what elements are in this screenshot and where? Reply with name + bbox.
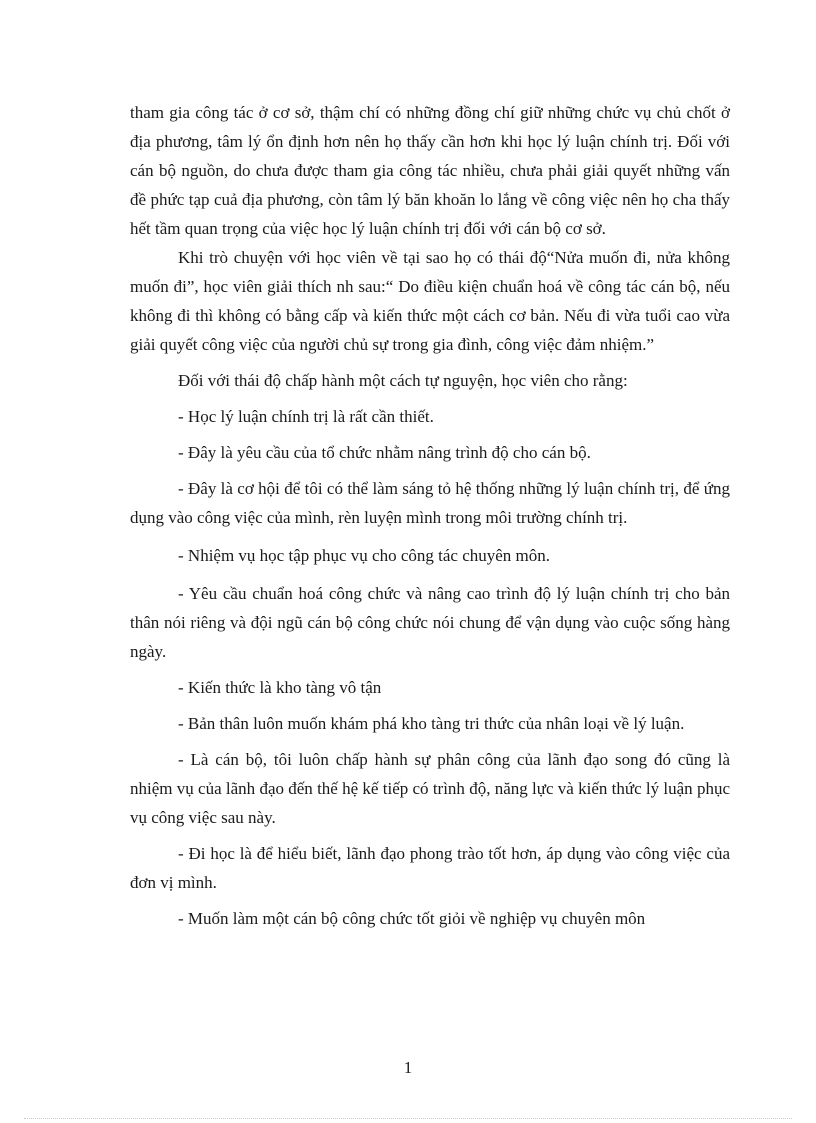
page-bottom-divider bbox=[24, 1118, 792, 1119]
list-item: - Đây là yêu cầu của tổ chức nhằm nâng trình độ cho cán bộ. bbox=[178, 443, 591, 462]
list-item: - Đây là cơ hội để tôi có thể làm sáng tỏ hệ thống những lý luận chính trị, để ứng dụng vào công việc của mình, rèn luyện mình trong môi trường chính trị. bbox=[130, 479, 730, 527]
list-item: - Đi học là để hiểu biết, lãnh đạo phong trào tốt hơn, áp dụng vào công việc của đơn vị mình. bbox=[130, 844, 730, 892]
paragraph-2: Khi trò chuyện với học viên về tại sao họ có thái độ“Nửa muốn đi, nửa không muốn đi”, học viên giải thích nh sau:“ Do điều kiện chuẩn hoá về công tác cán bộ, nếu không đi thì không có bằng cấp và kiến thức một cách cơ bản. Nếu đi vừa tuổi cao vừa giải quyết công việc của người chủ sự trong gia đình, công việc đảm nhiệm.” bbox=[130, 248, 730, 354]
paragraph-3: Đối với thái độ chấp hành một cách tự nguyện, học viên cho rằng: bbox=[178, 371, 628, 390]
list-item: - Là cán bộ, tôi luôn chấp hành sự phân công của lãnh đạo song đó cũng là nhiệm vụ của lãnh đạo đến thế hệ kế tiếp có trình độ, năng lực và kiến thức lý luận phục vụ công việc sau này. bbox=[130, 750, 730, 827]
body-text bbox=[130, 98, 730, 933]
list-item: - Nhiệm vụ học tập phục vụ cho công tác chuyên môn. bbox=[178, 546, 551, 565]
list-item: - Học lý luận chính trị là rất cần thiết. bbox=[178, 407, 434, 426]
list-item: - Yêu cầu chuẩn hoá công chức và nâng cao trình độ lý luận chính trị cho bản thân nói riêng và đội ngũ cán bộ công chức nói chung để vận dụng vào cuộc sống hàng ngày. bbox=[130, 584, 730, 661]
list-item: - Bản thân luôn muốn khám phá kho tàng tri thức của nhân loại về lý luận. bbox=[178, 714, 685, 733]
list-item: - Muốn làm một cán bộ công chức tốt giỏi về nghiệp vụ chuyên môn bbox=[178, 909, 646, 928]
list-item: - Kiến thức là kho tàng vô tận bbox=[178, 678, 382, 697]
paragraph-1: tham gia công tác ở cơ sở, thậm chí có những đồng chí giữ những chức vụ chủ chốt ở địa phương, tâm lý ổn định hơn nên họ thấy cần hơn khi học lý luận chính trị. Đối với cán bộ nguồn, do chưa được tham gia công tác nhiều, chưa phải giải quyết những vấn đề phức tạp cuả địa phương, còn tâm lý băn khoăn lo lắng về công việc nên họ cha thấy hết tầm quan trọng của việc học lý luận chính trị đối với cán bộ cơ sở. bbox=[130, 103, 730, 238]
page-number: 1 bbox=[403, 1058, 413, 1077]
